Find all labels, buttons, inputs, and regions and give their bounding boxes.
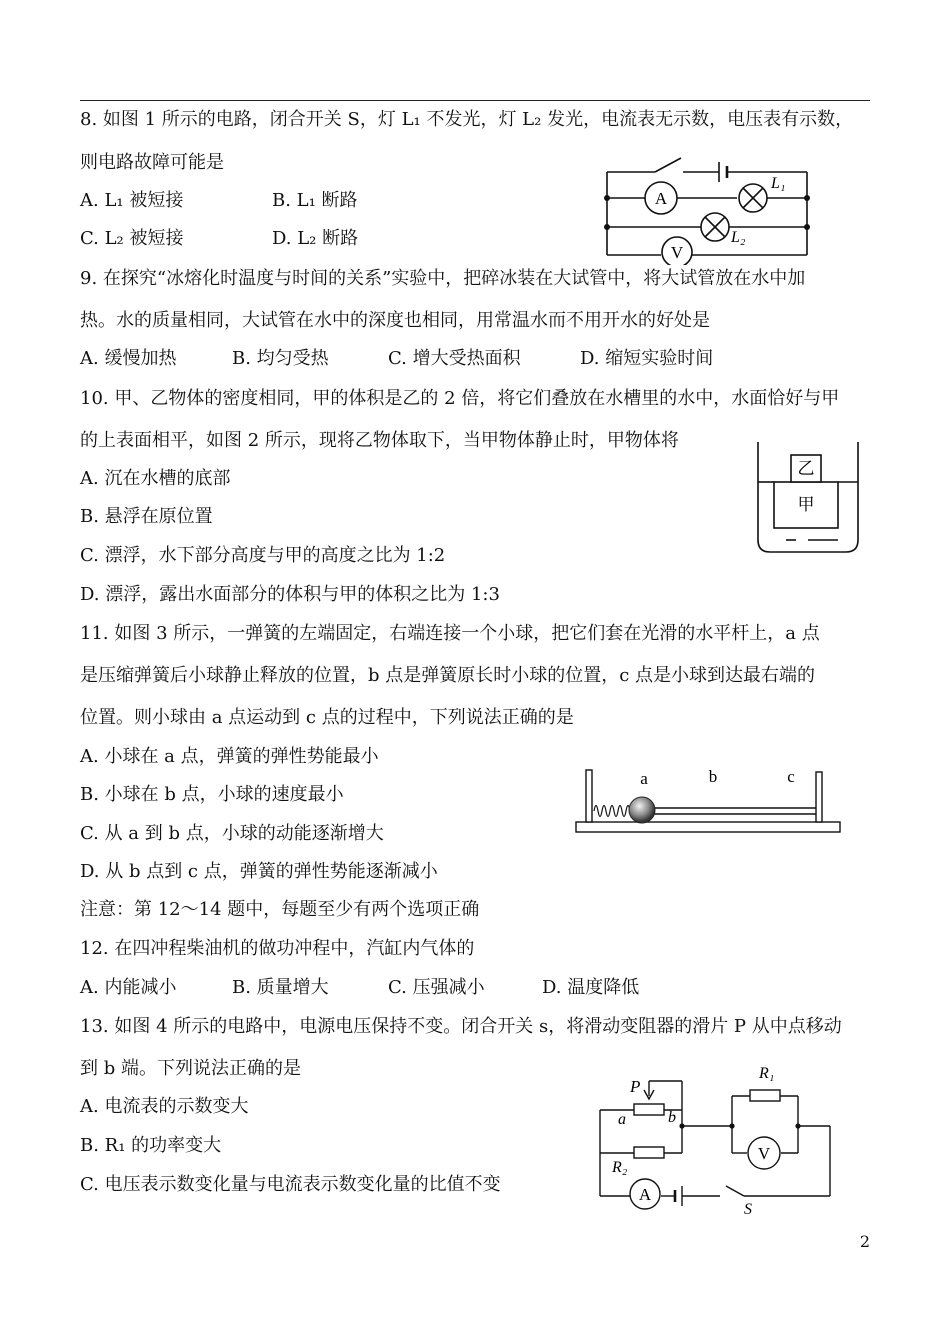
q13-stem-line1: 13. 如图 4 所示的电路中，电源电压保持不变。闭合开关 s，将滑动变阻器的滑片 P 从中点移动 — [80, 1016, 842, 1037]
ball-icon — [629, 797, 655, 823]
end-b-label: b — [668, 1109, 676, 1126]
point-c-label: c — [787, 767, 795, 786]
slider-p-label: P — [630, 1077, 641, 1096]
block-yi-label: 乙 — [797, 459, 815, 478]
block-jia-label: 甲 — [797, 495, 815, 514]
q13-option-b: B. R₁ 的功率变大 — [80, 1135, 222, 1156]
end-a-label: a — [618, 1111, 626, 1128]
right-wall — [816, 772, 822, 822]
q11-option-c: C. 从 a 到 b 点，小球的动能逐渐增大 — [80, 823, 384, 844]
q13-option-a: A. 电流表的示数变大 — [80, 1096, 249, 1117]
q11-stem-line2: 是压缩弹簧后小球静止释放的位置，b 点是弹簧原长时小球的位置，c 点是小球到达最右端的 — [80, 665, 816, 686]
header-rule — [80, 100, 870, 101]
point-a-label: a — [640, 769, 648, 788]
figure-1-circuit — [595, 150, 820, 265]
q11-option-b: B. 小球在 b 点，小球的速度最小 — [80, 784, 344, 805]
resistor-r1-icon — [750, 1090, 780, 1101]
r1-label: R₁ — [759, 1065, 775, 1082]
q13-stem-line2: 到 b 端。下列说法正确的是 — [80, 1058, 301, 1079]
q10-option-a: A. 沉在水槽的底部 — [80, 468, 231, 489]
rheostat-icon — [634, 1104, 664, 1115]
note-multiple-answers: 注意：第 12～14 题中，每题至少有两个选项正确 — [80, 899, 480, 920]
voltmeter-label: V — [757, 1144, 771, 1163]
q12-stem: 12. 在四冲程柴油机的做功冲程中，汽缸内气体的 — [80, 938, 475, 959]
q8-stem-line2: 则电路故障可能是 — [80, 152, 224, 173]
q9-option-d: D. 缩短实验时间 — [580, 348, 714, 369]
q9-option-c: C. 增大受热面积 — [388, 348, 521, 369]
q10-stem-line1: 10. 甲、乙物体的密度相同，甲的体积是乙的 2 倍，将它们叠放在水槽里的水中，水面恰好与甲 — [80, 388, 840, 409]
lamp-l2-label: L₂ — [731, 229, 746, 246]
q10-option-d: D. 漂浮，露出水面部分的体积与甲的体积之比为 1:3 — [80, 584, 500, 605]
page-number: 2 — [859, 1232, 870, 1251]
q10-option-b: B. 悬浮在原位置 — [80, 506, 213, 527]
lamp-l1-label: L₁ — [771, 175, 786, 192]
q11-option-a: A. 小球在 a 点，弹簧的弹性势能最小 — [80, 746, 379, 767]
r2-label: R₂ — [612, 1159, 628, 1176]
q11-stem-line3: 位置。则小球由 a 点运动到 c 点的过程中，下列说法正确的是 — [80, 707, 574, 728]
q10-option-c: C. 漂浮，水下部分高度与甲的高度之比为 1:2 — [80, 545, 446, 566]
q12-option-a: A. 内能减小 — [80, 977, 177, 998]
q8-option-c: C. L₂ 被短接 — [80, 228, 184, 249]
q8-option-d: D. L₂ 断路 — [272, 228, 359, 249]
figure-2-water-tank — [752, 440, 864, 560]
figure-4-circuit — [594, 1060, 839, 1218]
q11-option-d: D. 从 b 点到 c 点，弹簧的弹性势能逐渐减小 — [80, 861, 438, 882]
base-plate — [576, 822, 840, 832]
switch-s-label: S — [744, 1201, 752, 1218]
q11-stem-line1: 11. 如图 3 所示，一弹簧的左端固定，右端连接一个小球，把它们套在光滑的水平杆上，a 点 — [80, 623, 820, 644]
point-b-label: b — [708, 767, 718, 786]
q13-option-c: C. 电压表示数变化量与电流表示数变化量的比值不变 — [80, 1174, 501, 1195]
ammeter-label: A — [654, 189, 668, 208]
figure-3-spring-ball — [572, 762, 844, 838]
q9-option-a: A. 缓慢加热 — [80, 348, 177, 369]
q9-stem-line2: 热。水的质量相同，大试管在水中的深度也相同，用常温水而不用开水的好处是 — [80, 310, 710, 331]
q12-option-d: D. 温度降低 — [542, 977, 640, 998]
q12-option-b: B. 质量增大 — [232, 977, 329, 998]
q8-option-b: B. L₁ 断路 — [272, 190, 358, 211]
left-wall — [586, 770, 592, 822]
q8-option-a: A. L₁ 被短接 — [80, 190, 184, 211]
q9-option-b: B. 均匀受热 — [232, 348, 329, 369]
q12-option-c: C. 压强减小 — [388, 977, 485, 998]
q8-stem-line1: 8. 如图 1 所示的电路，闭合开关 S，灯 L₁ 不发光，灯 L₂ 发光，电流表无示数，电压表有示数， — [80, 109, 854, 130]
resistor-r2-icon — [634, 1147, 664, 1158]
spring-icon — [594, 806, 630, 817]
voltmeter-label: V — [670, 243, 684, 262]
switch-icon — [655, 158, 681, 172]
switch-s-icon — [726, 1186, 744, 1196]
q9-stem-line1: 9. 在探究“冰熔化时温度与时间的关系”实验中，把碎冰装在大试管中，将大试管放在水中加 — [80, 268, 806, 289]
q10-stem-line2: 的上表面相平，如图 2 所示，现将乙物体取下，当甲物体静止时，甲物体将 — [80, 430, 679, 451]
ammeter-label: A — [638, 1185, 652, 1204]
